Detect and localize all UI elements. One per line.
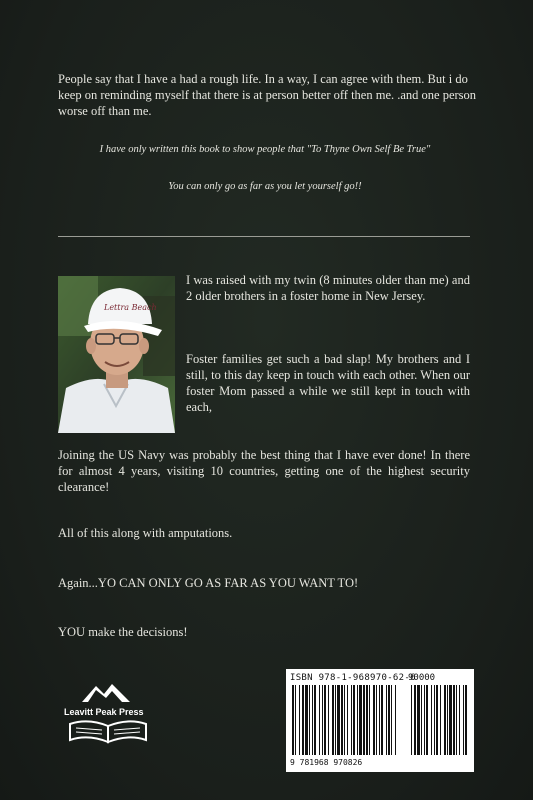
barcode-bar bbox=[421, 685, 422, 755]
barcode-bar bbox=[309, 685, 310, 755]
barcode-bar bbox=[319, 685, 320, 755]
hat-logo-text: Lettra Beach bbox=[104, 303, 157, 312]
barcode-bar bbox=[386, 685, 387, 755]
barcode-bar bbox=[351, 685, 352, 755]
barcode-bar bbox=[312, 685, 313, 755]
barcode-bar bbox=[366, 685, 368, 755]
divider-rule bbox=[58, 236, 470, 237]
barcode-bar bbox=[305, 685, 308, 755]
quote-line-1: I have only written this book to show people that "To Thyne Own Self Be True" bbox=[99, 144, 431, 155]
barcode-bar bbox=[431, 685, 432, 755]
navy-paragraph: Joining the US Navy was probably the best thing that I have ever done! In there for almost 4 years, visiting 10 countries, getting one of the highest security clearance! bbox=[58, 448, 470, 494]
barcode-bar bbox=[292, 685, 294, 755]
barcode-bar bbox=[459, 685, 460, 755]
barcode-bar bbox=[434, 685, 435, 755]
barcode-bar bbox=[337, 685, 340, 755]
barcode-bar bbox=[332, 685, 334, 755]
barcode-bar bbox=[436, 685, 438, 755]
barcode-bar bbox=[449, 685, 452, 755]
publisher-logo bbox=[60, 680, 160, 750]
barcode-bar bbox=[381, 685, 383, 755]
barcode-bar bbox=[328, 685, 329, 755]
barcode-bar bbox=[379, 685, 380, 755]
twin-paragraph: I was raised with my twin (8 minutes older than me) and 2 older brothers in a foster home in New Jersey. bbox=[186, 273, 470, 303]
decisions-line: YOU make the decisions! bbox=[58, 625, 188, 639]
barcode-bar bbox=[314, 685, 316, 755]
barcode-bar bbox=[322, 685, 323, 755]
barcode-bar bbox=[447, 685, 448, 755]
barcode-bar bbox=[426, 685, 428, 755]
barcode-bar bbox=[335, 685, 336, 755]
barcode-bar bbox=[424, 685, 425, 755]
barcode-bar bbox=[344, 685, 345, 755]
amputations-line: All of this along with amputations. bbox=[58, 526, 233, 540]
barcode-bar bbox=[324, 685, 326, 755]
barcode-bar bbox=[444, 685, 446, 755]
barcode-bar bbox=[299, 685, 300, 755]
barcode-bar bbox=[373, 685, 375, 755]
intro-paragraph: People say that I have a had a rough life. In a way, I can agree with them. But i do keep on reminding myself that there is at person better off then me. .and one person worse off than me. bbox=[58, 72, 477, 118]
barcode-bar bbox=[363, 685, 365, 755]
barcode-bar bbox=[341, 685, 343, 755]
barcode-bar bbox=[440, 685, 441, 755]
author-photo bbox=[58, 276, 175, 433]
barcode-bar bbox=[411, 685, 412, 755]
mountain-book-icon bbox=[60, 680, 160, 750]
publisher-name: Leavitt Peak Press bbox=[64, 707, 144, 717]
barcode-bar bbox=[391, 685, 392, 755]
barcode-bar bbox=[414, 685, 416, 755]
barcode-bar bbox=[359, 685, 362, 755]
barcode-number: 9 781968 970826 bbox=[290, 758, 363, 767]
isbn-text: ISBN 978-1-968970-62-6 bbox=[290, 673, 416, 683]
barcode-bar bbox=[353, 685, 355, 755]
barcode-bar bbox=[295, 685, 296, 755]
foster-paragraph: Foster families get such a bad slap! My brothers and I still, to this day keep in touch with each other. When our foster Mom passed a while we still kept in touch with each, bbox=[186, 352, 470, 414]
barcode-bar bbox=[388, 685, 390, 755]
barcode-bar bbox=[465, 685, 467, 755]
barcode-bar bbox=[347, 685, 348, 755]
barcode-bar bbox=[302, 685, 304, 755]
barcode-bar bbox=[453, 685, 455, 755]
barcode-bar bbox=[463, 685, 464, 755]
quote-line-2: You can only go as far as you let yourself go!! bbox=[168, 181, 362, 192]
barcode-bar bbox=[417, 685, 420, 755]
barcode-bar bbox=[376, 685, 377, 755]
barcode-bar bbox=[357, 685, 358, 755]
isbn-barcode bbox=[286, 669, 474, 772]
barcode-bar bbox=[395, 685, 396, 755]
barcode-bar bbox=[456, 685, 457, 755]
barcode-bar bbox=[369, 685, 370, 755]
price-code: 90000 bbox=[408, 673, 436, 683]
barcode-bars bbox=[292, 685, 467, 755]
motto-line: Again...YO CAN ONLY GO AS FAR AS YOU WANT TO! bbox=[58, 576, 359, 590]
